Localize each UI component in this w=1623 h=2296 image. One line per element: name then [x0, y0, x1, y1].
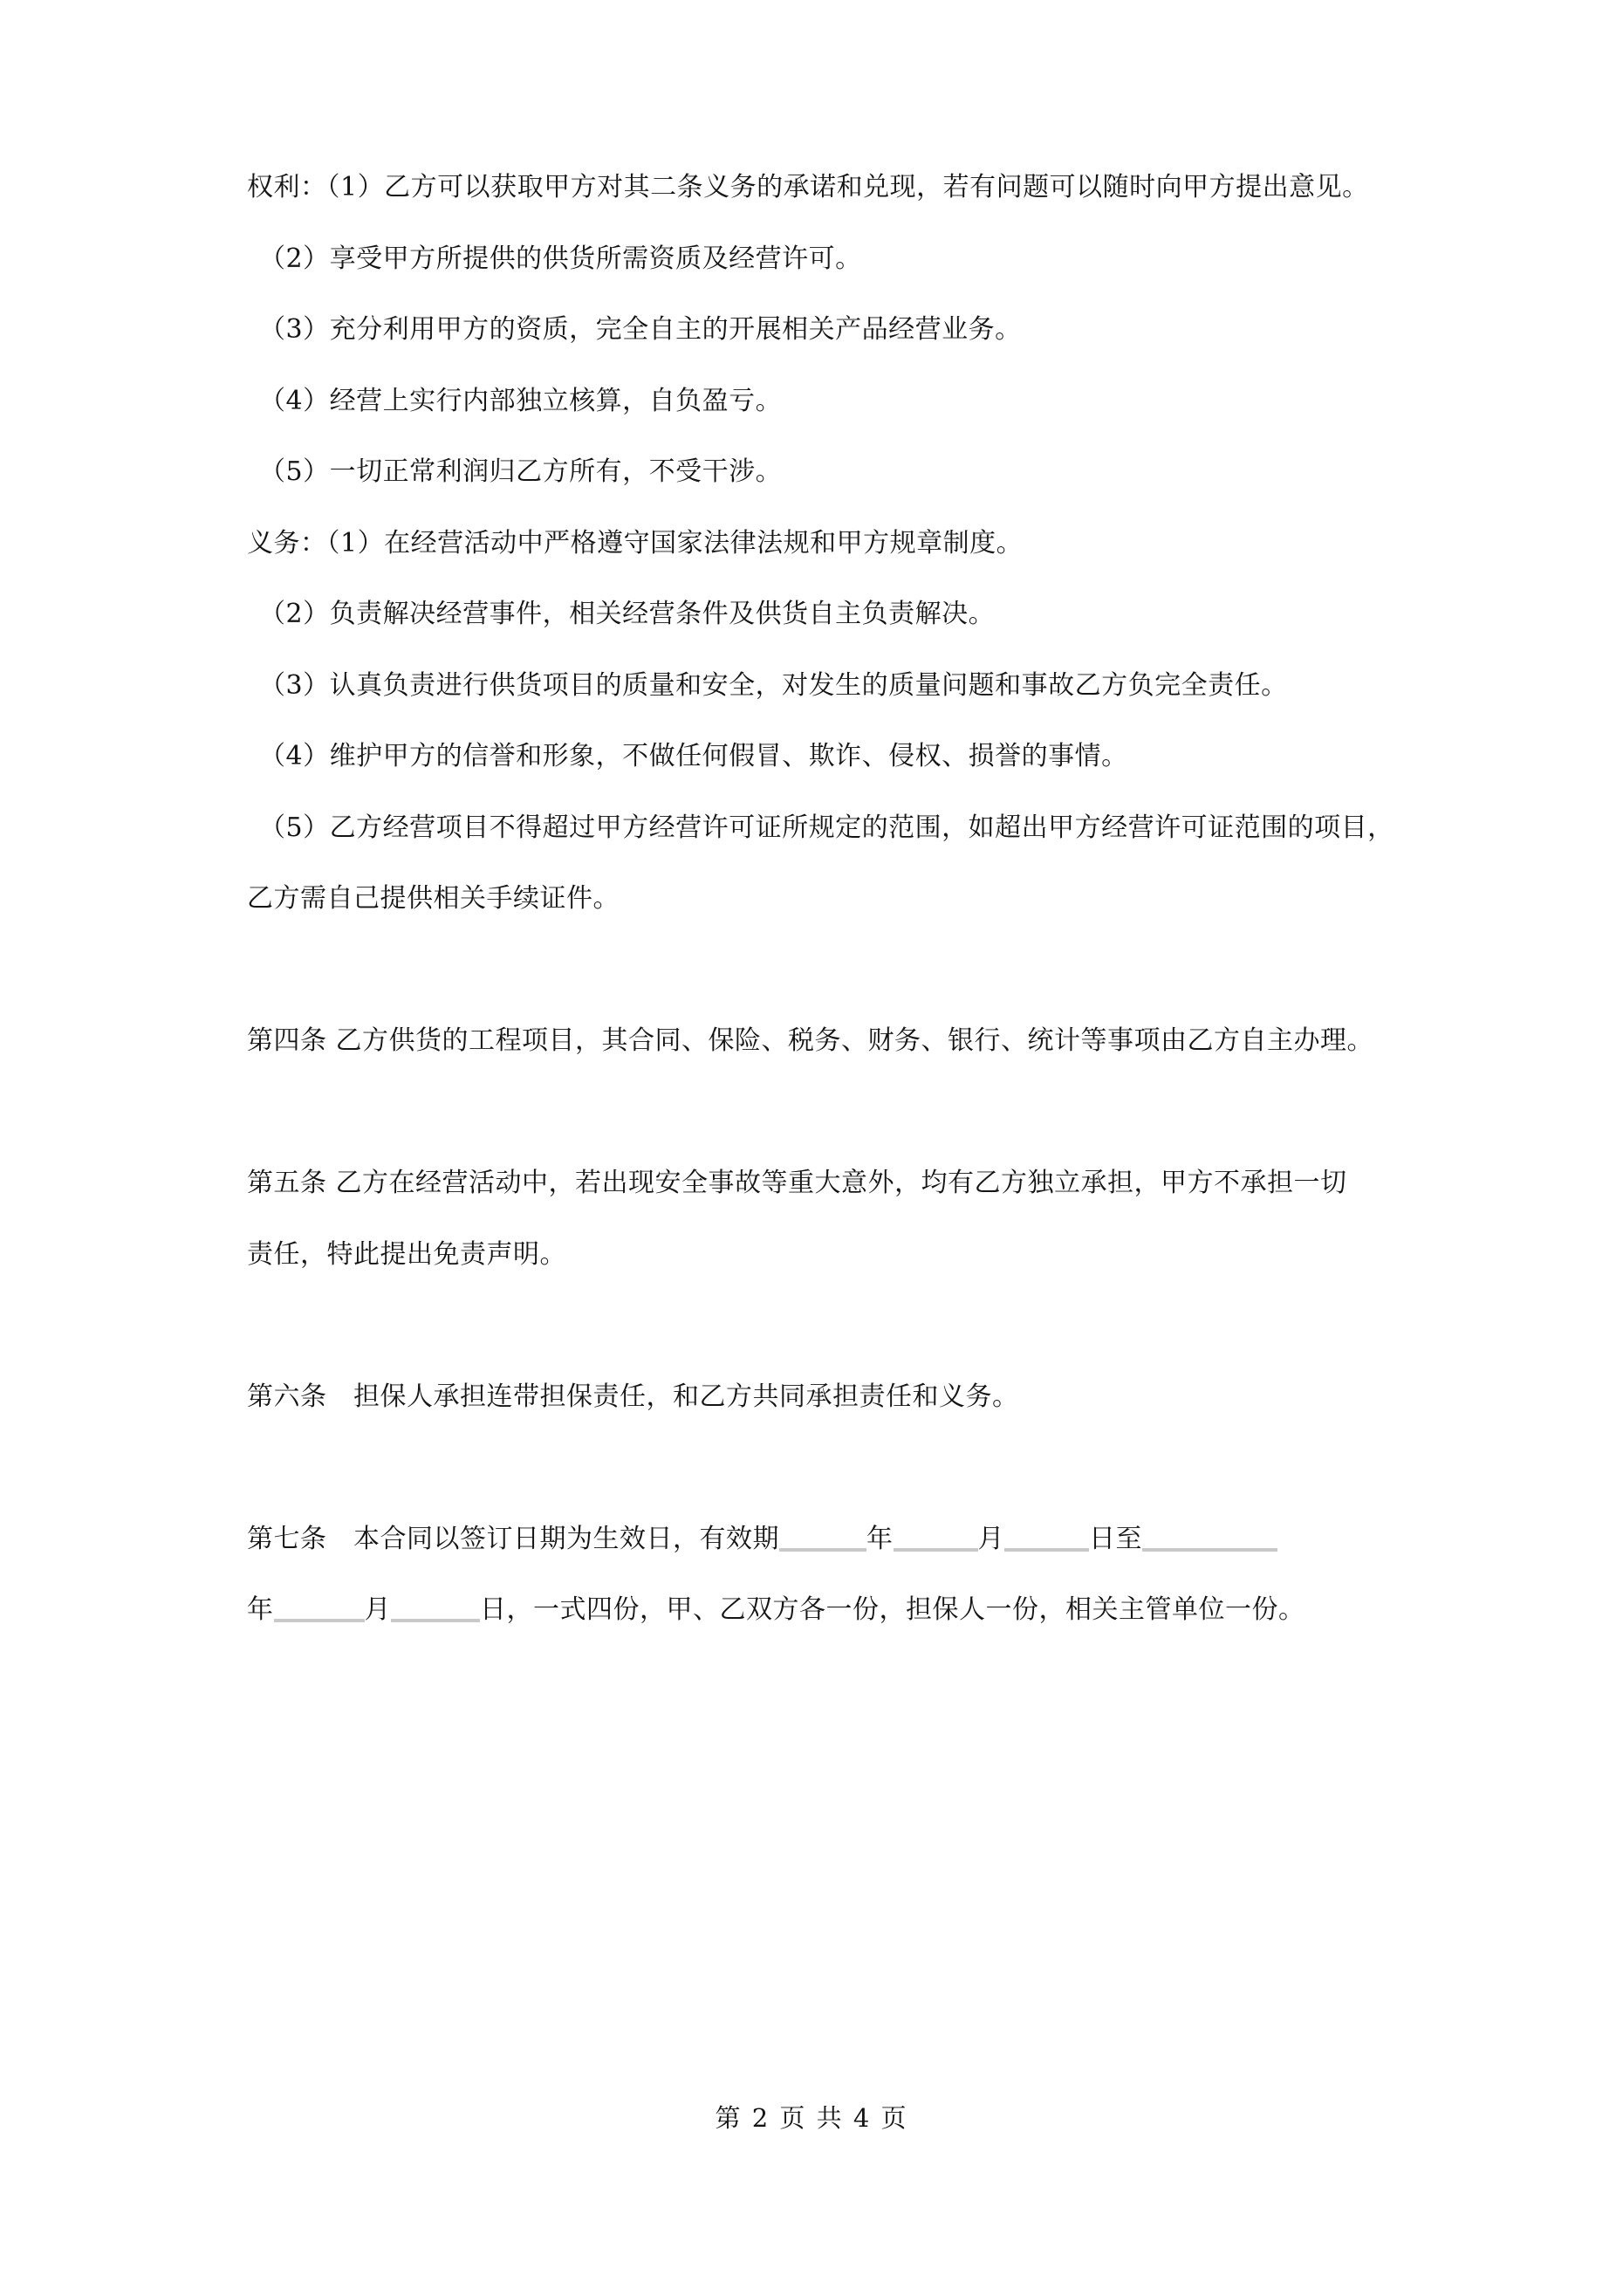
line-text: 权利：（1）乙方可以获取甲方对其二条义务的承诺和兑现，若有问题可以随时向甲方提出意见。 [247, 172, 1369, 202]
line-text: （3）认真负责进行供货项目的质量和安全，对发生的质量问题和事故乙方负完全责任。 [259, 669, 1288, 701]
page-footer [0, 2103, 1623, 2133]
line-text: （2）负责解决经营事件，相关经营条件及供货自主负责解决。 [259, 599, 996, 629]
text-segment: 年 [247, 1594, 274, 1625]
blank-line [247, 1290, 1381, 1361]
fill-in-blank-underline [1142, 1548, 1277, 1552]
text-segment: 日至 [1089, 1523, 1142, 1554]
document-line [247, 1148, 1381, 1219]
text-segment: 月 [364, 1594, 391, 1625]
document-line [247, 792, 1394, 864]
line-text: （4）维护甲方的信誉和形象，不做任何假冒、欺诈、侵权、损誉的事情。 [259, 741, 1128, 771]
document-line [247, 650, 1381, 722]
line-text: 第四条 乙方供货的工程项目，其合同、保险、税务、财务、银行、统计等事项由乙方自主办理。 [247, 1025, 1374, 1056]
line-text: 责任，特此提出免责声明。 [247, 1238, 566, 1270]
line-text: 义务：（1）在经营活动中严格遵守国家法律法规和甲方规章制度。 [247, 527, 1024, 559]
text-segment: 第七条 本合同以签订日期为生效日，有效期 [247, 1523, 779, 1554]
text-segment: 年 [866, 1523, 894, 1554]
blank-line [247, 935, 1381, 1006]
document-line [247, 294, 1381, 366]
document-line [247, 721, 1381, 792]
line-text: （5）乙方经营项目不得超过甲方经营许可证所规定的范围，如超出甲方经营许可证范围的项目， [259, 812, 1394, 843]
fill-in-blank-underline [894, 1548, 978, 1552]
text-segment: 日，一式四份，甲、乙双方各一份，担保人一份，相关主管单位一份。 [480, 1594, 1305, 1625]
line-text: （3）充分利用甲方的资质，完全自主的开展相关产品经营业务。 [259, 314, 1022, 345]
line-text: （4）经营上实行内部独立核算，自负盈亏。 [259, 385, 783, 416]
fill-in-blank-underline [391, 1619, 480, 1622]
blank-line [247, 1077, 1381, 1148]
page-number-text: 第 2 页 共 4 页 [715, 2103, 908, 2133]
document-line [247, 366, 1381, 437]
document-line [247, 579, 1381, 650]
line-text: （2）享受甲方所提供的供货所需资质及经营许可。 [259, 243, 862, 274]
document-body [247, 152, 1394, 1646]
text-segment: 月 [977, 1523, 1004, 1554]
document-line [247, 223, 1381, 295]
document-line [247, 508, 1381, 579]
fill-in-blank-underline [274, 1619, 365, 1622]
fill-in-blank-underline [1004, 1548, 1089, 1552]
document-line-with-blanks [247, 1504, 1381, 1575]
document-line [247, 436, 1381, 508]
line-text: 第五条 乙方在经营活动中，若出现安全事故等重大意外，均有乙方独立承担，甲方不承担一切 [247, 1168, 1347, 1198]
blank-line [247, 1432, 1381, 1504]
document-line-with-blanks [247, 1574, 1381, 1646]
document-line [247, 1219, 1381, 1291]
document-line [247, 1361, 1381, 1433]
line-text: （5）一切正常利润归乙方所有，不受干涉。 [259, 456, 783, 487]
line-text: 乙方需自己提供相关手续证件。 [247, 883, 620, 914]
fill-in-blank-underline [779, 1548, 866, 1552]
document-line [247, 863, 1381, 935]
document-line [247, 152, 1381, 223]
line-text: 第六条 担保人承担连带担保责任，和乙方共同承担责任和义务。 [247, 1381, 1019, 1412]
document-line [247, 1005, 1381, 1077]
